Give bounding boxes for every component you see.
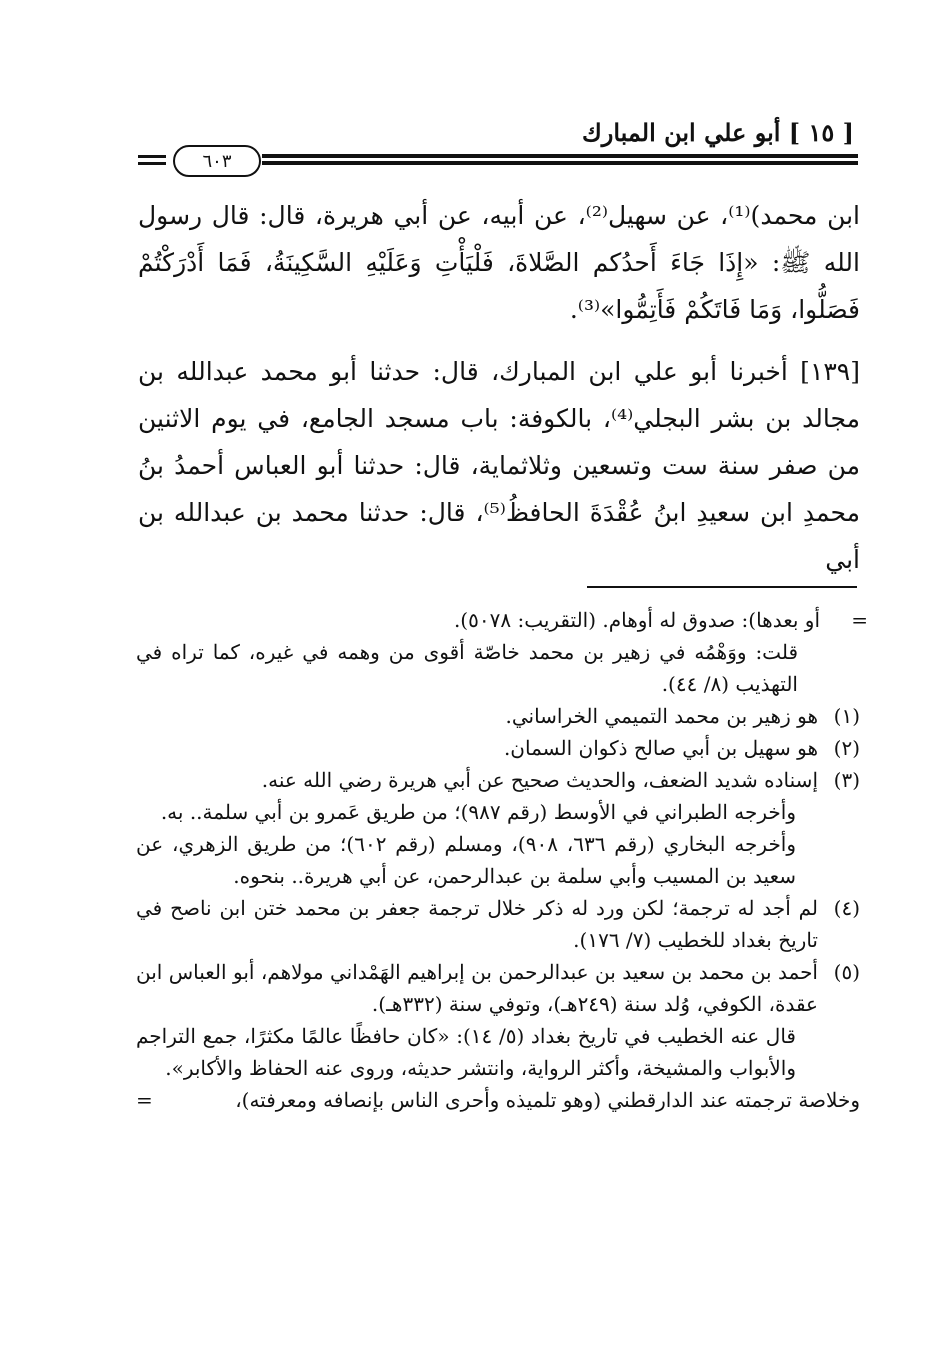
page-number: ٦٠٣ <box>173 145 261 177</box>
footnote-text: هو زهير بن محمد التميمي الخراساني. <box>505 704 818 728</box>
footnote-continuation <box>136 604 868 700</box>
footnote-text: أحمد بن محمد بن سعيد بن عبدالرحمن بن إبراهيم الهَمْداني مولاهم، أبو العباس ابن عقدة، الكوفي، وُلد سنة (٢٤٩هـ)، وتوفي سنة (٣٣٢هـ). <box>136 960 818 1016</box>
closing-text: وخلاصة ترجمته عند الدارقطني (وهو تلميذه وأحرى الناس بإنصافه ومعرفته)، <box>235 1088 860 1112</box>
footnote-text: وأخرجه الطبراني في الأوسط (رقم ٩٨٧)؛ من طريق عَمرو بن أبي سلمة.. به. <box>160 800 796 824</box>
footnote-number: (١) <box>833 704 860 728</box>
footnote-line: قلت: ووَهْمُه في زهير بن محمد خاصّة أقوى من وهمه في غيره، كما تراه في التهذيب (٨/ ٤٤). <box>136 640 798 696</box>
header-rule <box>138 143 858 177</box>
footnote-text: إسناده شديد الضعف، والحديث صحيح عن أبي هريرة رضي الله عنه. <box>261 768 818 792</box>
footnote-5 <box>136 956 860 1084</box>
rule-segment <box>262 154 858 158</box>
paragraph-139: [١٣٩] أخبرنا أبو علي ابن المبارك، قال: حدثنا أبو محمد عبدالله بن مجالد بن بشر البجلي⁽⁴⁾، بالكوفة: باب مسجد الجامع، في يوم الاثنين من صفر سنة ست وتسعين وثلاثماية، قال: حدثنا أبو العباس أحمدُ بنُ محمدِ ابن سعيدِ ابنُ عُقْدَةَ الحافظُ⁽⁵⁾، قال: حدثنا محمد بن عبدالله بن أبي <box>138 357 860 574</box>
footnote-number: (٤) <box>833 896 860 920</box>
footnote-number: (٣) <box>833 768 860 792</box>
rule-segment <box>262 161 858 165</box>
footnote-separator <box>587 586 857 588</box>
main-text <box>138 192 860 583</box>
footnote-4 <box>136 892 860 956</box>
footnote-2 <box>136 732 860 764</box>
footnote-text: هو سهيل بن أبي صالح ذكوان السمان. <box>503 736 818 760</box>
footnote-line: أو بعدها): صدوق له أوهام. (التقريب: ٥٠٧٨). <box>453 608 820 632</box>
footnote-number: (٢) <box>833 736 860 760</box>
footnote-1 <box>136 700 860 732</box>
footnote-text: وأخرجه البخاري (رقم ٦٣٦، ٩٠٨)، ومسلم (رقم ٦٠٢)؛ من طريق الزهري، عن سعيد بن المسيب وأبي سلمة بن عبدالرحمن، عن أبي هريرة.. بنحوه. <box>136 832 797 888</box>
footnote-text: قال عنه الخطيب في تاريخ بغداد (٥/ ١٤): «كان حافظًا عالمًا مكثرًا، جمع التراجم والأبواب والمشيخة، وأكثر الرواية، وانتشر حديثه، وروى عنه الحفاظ والأكابر». <box>136 1024 796 1080</box>
running-title: [ ١٥ ] أبو علي ابن المبارك <box>581 118 854 147</box>
footnotes <box>136 604 868 1116</box>
footnote-number: (٥) <box>833 960 860 984</box>
paragraph-hadith: ابن محمد)⁽¹⁾، عن سهيل⁽²⁾، عن أبيه، عن أبي هريرة، قال: قال رسول الله ﷺ: «إِذَا جَاءَ أَحدُكم الصَّلاةَ، فَلْيَأْتِ وَعَلَيْهِ السَّكِينَةُ، فَمَا أَدْرَكْتُمْ فَصَلُّوا، وَمَا فَاتَكُمْ فَأَتِمُّوا»⁽³⁾. <box>138 201 860 324</box>
rule-segment <box>138 162 166 165</box>
footnote-3 <box>136 764 860 892</box>
footnote-closing <box>136 1084 860 1116</box>
rule-segment <box>138 155 166 158</box>
continuation-mark: = <box>851 608 868 632</box>
footnote-text: لم أجد له ترجمة؛ لكن ورد له ذكر خلال ترجمة جعفر بن محمد ختن ابن ناصح في تاريخ بغداد للخطيب (٧/ ١٧٦). <box>136 896 818 952</box>
closing-mark: = <box>136 1088 153 1112</box>
